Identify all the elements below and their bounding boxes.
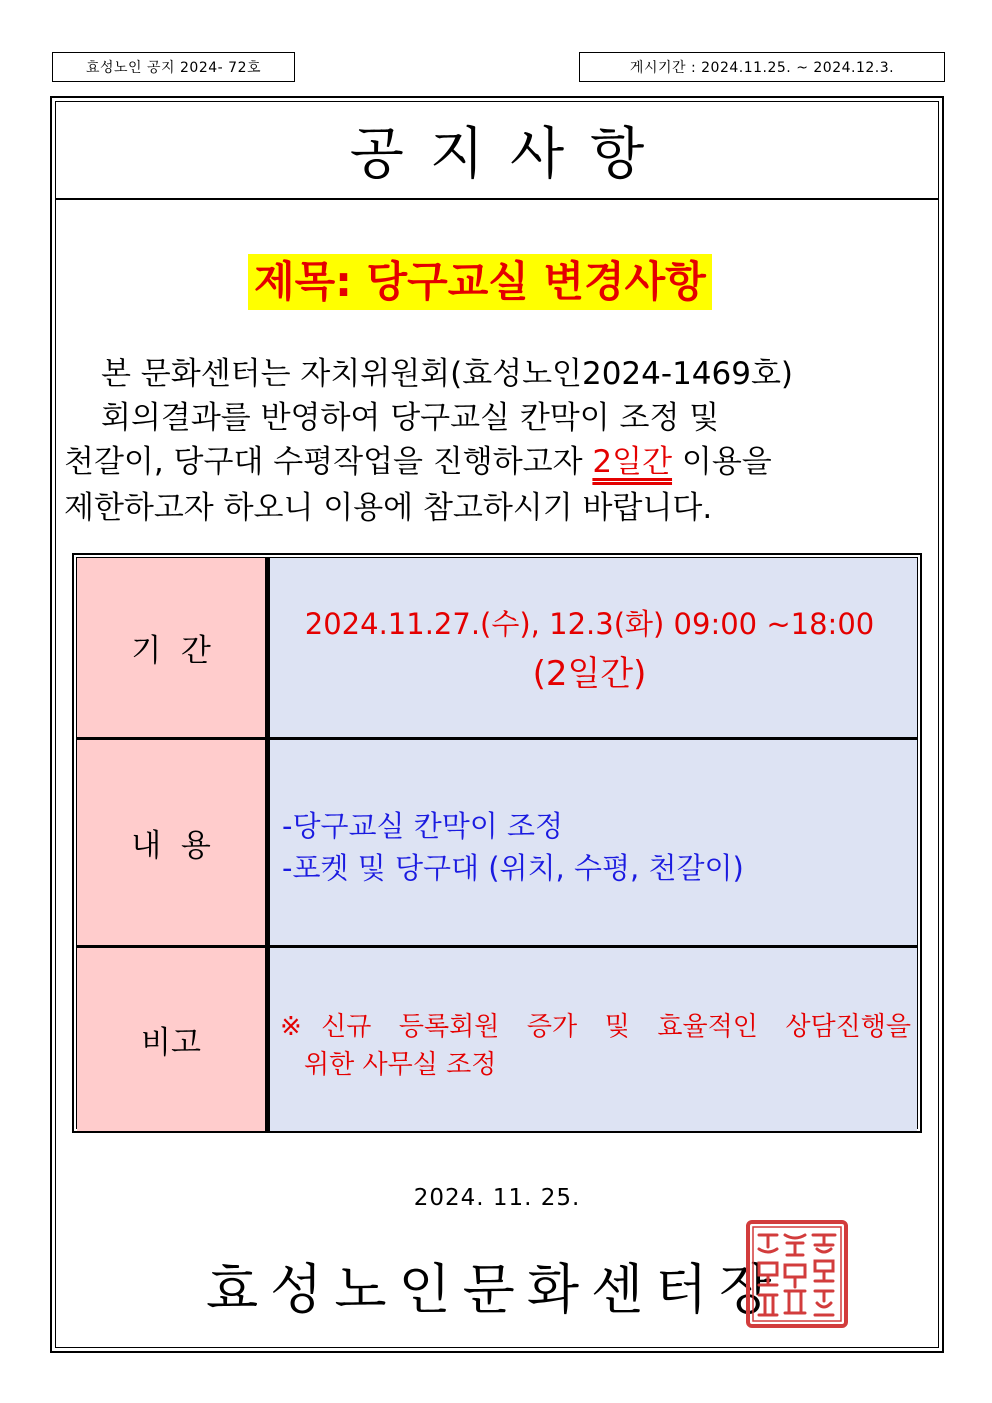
notice-subject: 제목: 당구교실 변경사항 — [248, 254, 712, 310]
body-line-1: 본 문화센터는 자치위원회(효성노인2024-1469호) — [101, 356, 794, 392]
period-dates: 2024.11.27.(수), 12.3(화) 09:00 ~18:00 — [304, 607, 875, 641]
notice-date: 2024. 11. 25. — [413, 1185, 581, 1211]
content-item-1: -당구교실 칸막이 조정 — [282, 809, 564, 843]
notice-inner-frame — [55, 101, 939, 1348]
signer-name: 효성노인문화센터장 — [206, 1258, 784, 1321]
details-table-inner — [76, 557, 918, 1129]
remark-line-2: 위한 사무실 조정 — [304, 1050, 497, 1080]
document-number: 효성노인 공지 2024- 72호 — [52, 52, 295, 82]
details-table — [72, 553, 922, 1133]
posting-period: 게시기간 : 2024.11.25. ~ 2024.12.3. — [579, 52, 945, 82]
content-label: 내 용 — [77, 740, 270, 945]
table-row-content — [77, 740, 917, 948]
table-row-period — [77, 558, 917, 740]
content-cell — [270, 740, 917, 945]
period-label: 기 간 — [77, 558, 270, 737]
content-item-2: -포켓 및 당구대 (위치, 수평, 천갈이) — [282, 851, 744, 885]
body-line-3-start: 천갈이, 당구대 수평작업을 진행하고자 — [64, 444, 593, 480]
table-row-remarks — [77, 948, 917, 1131]
period-cell — [270, 558, 917, 737]
remarks-cell — [270, 948, 917, 1131]
body-line-4: 제한하고자 하오니 이용에 참고하시기 바랍니다. — [64, 490, 713, 526]
period-duration: (2일간) — [532, 654, 647, 694]
title-area — [56, 102, 938, 200]
body-line-3 — [64, 440, 926, 484]
notice-frame — [50, 96, 944, 1353]
remarks-label: 비고 — [77, 948, 270, 1131]
body-line-2: 회의결과를 반영하여 당구교실 칸막이 조정 및 — [101, 400, 720, 436]
page-title: 공지사항 — [349, 122, 671, 187]
body-duration-highlight: 2일간 — [592, 444, 673, 480]
official-seal-icon — [745, 1219, 849, 1329]
remark-line-1: ※신규 등록회원 증가 및 효율적인 상담진행을 — [280, 1012, 911, 1042]
body-line-3-end: 이용을 — [672, 444, 772, 480]
